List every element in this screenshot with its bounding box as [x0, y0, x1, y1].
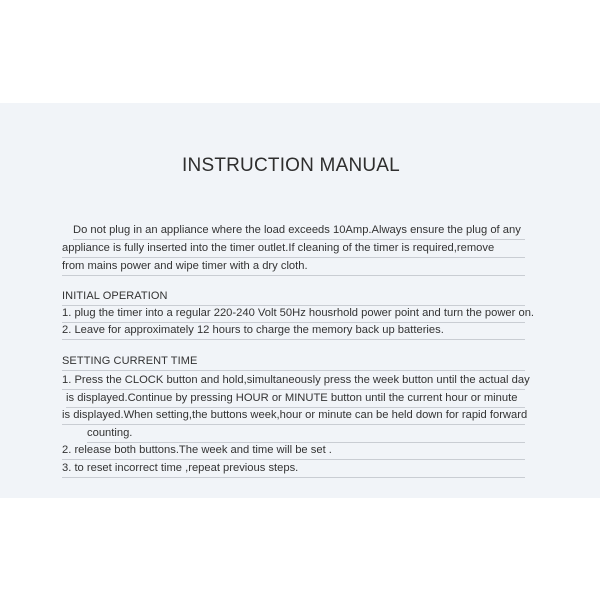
setting-time-line: is displayed.When setting,the buttons week,hour or minute can be held down for rapid forward [62, 407, 525, 425]
intro-line: appliance is fully inserted into the timer outlet.If cleaning of the timer is required,remove [62, 240, 525, 258]
initial-operation-line: 2. Leave for approximately 12 hours to charge the memory back up batteries. [62, 322, 525, 340]
intro-line: from mains power and wipe timer with a dry cloth. [62, 258, 525, 276]
setting-time-line: 1. Press the CLOCK button and hold,simultaneously press the week button until the actual day [62, 372, 525, 390]
intro-line: Do not plug in an appliance where the load exceeds 10Amp.Always ensure the plug of any [73, 222, 525, 240]
manual-page [0, 103, 600, 498]
section-heading-setting-current-time: SETTING CURRENT TIME [62, 353, 525, 371]
setting-time-line: counting. [87, 425, 525, 443]
initial-operation-line: 1. plug the timer into a regular 220-240 Volt 50Hz housrhold power point and turn the power on. [62, 305, 525, 323]
section-heading-initial-operation: INITIAL OPERATION [62, 288, 525, 306]
setting-time-line: is displayed.Continue by pressing HOUR or MINUTE button until the current hour or minute [66, 390, 525, 408]
setting-time-line: 2. release both buttons.The week and time will be set . [62, 442, 525, 460]
page-title: INSTRUCTION MANUAL [182, 155, 400, 176]
setting-time-line: 3. to reset incorrect time ,repeat previous steps. [62, 460, 525, 478]
